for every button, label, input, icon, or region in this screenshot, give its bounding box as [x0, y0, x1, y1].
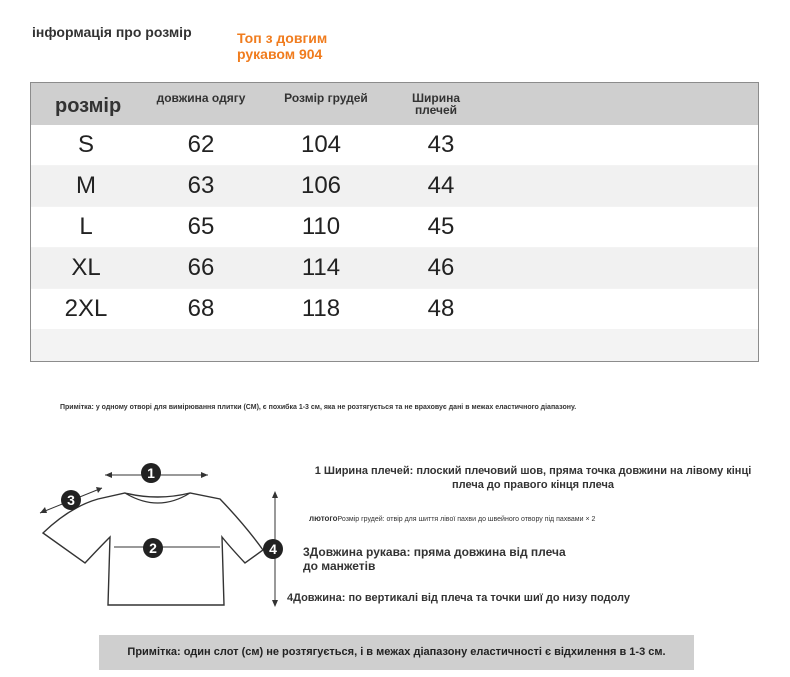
- cell-size: S: [77, 131, 94, 158]
- cell-length: 62: [187, 131, 215, 158]
- cell-length: 65: [187, 213, 215, 240]
- cell-size: M: [76, 172, 96, 199]
- header-chest: Розмір грудей: [284, 91, 368, 105]
- marker-2: [143, 538, 163, 558]
- cell-chest: 110: [301, 213, 341, 240]
- cell-size: L: [79, 213, 93, 240]
- header-shoulder: Ширина плечей: [411, 91, 461, 117]
- garment-diagram: [30, 455, 290, 615]
- marker-4: [263, 539, 283, 559]
- marker-1-label: 1: [147, 465, 155, 481]
- cell-shoulder: 44: [427, 172, 455, 199]
- cell-chest: 114: [301, 254, 341, 281]
- cell-length: 68: [187, 295, 215, 322]
- table-header: [31, 83, 758, 125]
- measure-chest: [309, 514, 595, 525]
- measure-shoulder: 1 Ширина плечей: плоский плечовий шов, пряма точка довжини на лівому кінці плеча до правого кінця плеча: [314, 465, 752, 491]
- measure-length: 4Довжина: по вертикалі від плеча та точки шиї до низу подолу: [287, 592, 630, 604]
- cell-length: 63: [187, 172, 215, 199]
- cell-shoulder: 43: [427, 131, 455, 158]
- measure-sleeve: 3Довжина рукава: пряма довжина від плеча до манжетів: [303, 545, 566, 573]
- marker-2-label: 2: [149, 540, 157, 556]
- marker-1: [141, 463, 161, 483]
- table-row: [31, 166, 758, 206]
- cell-chest: 106: [300, 172, 342, 199]
- marker-3-label: 3: [67, 492, 75, 508]
- table-row: [31, 207, 758, 247]
- table-row: [31, 289, 758, 329]
- measure-chest-text: Розмір грудей: отвір для шиття лівої пахви до швейного отвору під пахвами × 2: [337, 516, 596, 523]
- header-size: розмір: [55, 95, 122, 117]
- cell-size: XL: [71, 254, 101, 281]
- bottom-note-banner: [99, 635, 694, 670]
- size-table: [30, 82, 759, 362]
- cell-chest: 118: [301, 295, 341, 322]
- cell-chest: 104: [300, 131, 342, 158]
- cell-shoulder: 46: [427, 254, 455, 281]
- marker-3: [61, 490, 81, 510]
- marker-4-label: 4: [269, 541, 277, 557]
- bottom-note-text: Примітка: один слот (см) не розтягується, і в межах діапазону еластичності є відхилення в 1-3 см.: [127, 646, 666, 658]
- measure-chest-prefix: лютого: [309, 514, 338, 523]
- cell-size: 2XL: [64, 295, 108, 322]
- product-title: Топ з довгим рукавом 904: [237, 30, 328, 62]
- size-info-title: інформація про розмір: [32, 24, 192, 40]
- cell-shoulder: 45: [427, 213, 455, 240]
- cell-shoulder: 48: [427, 295, 455, 322]
- header-length: довжина одягу: [156, 91, 246, 105]
- table-row: [31, 125, 758, 165]
- measurement-note: Примітка: у одному отворі для вимірювання плитки (СМ), є похибка 1-3 см, яка не розтягується та не враховує дані в межах еластичного діапазону.: [60, 404, 577, 411]
- table-row: [31, 248, 758, 288]
- cell-length: 66: [187, 254, 215, 281]
